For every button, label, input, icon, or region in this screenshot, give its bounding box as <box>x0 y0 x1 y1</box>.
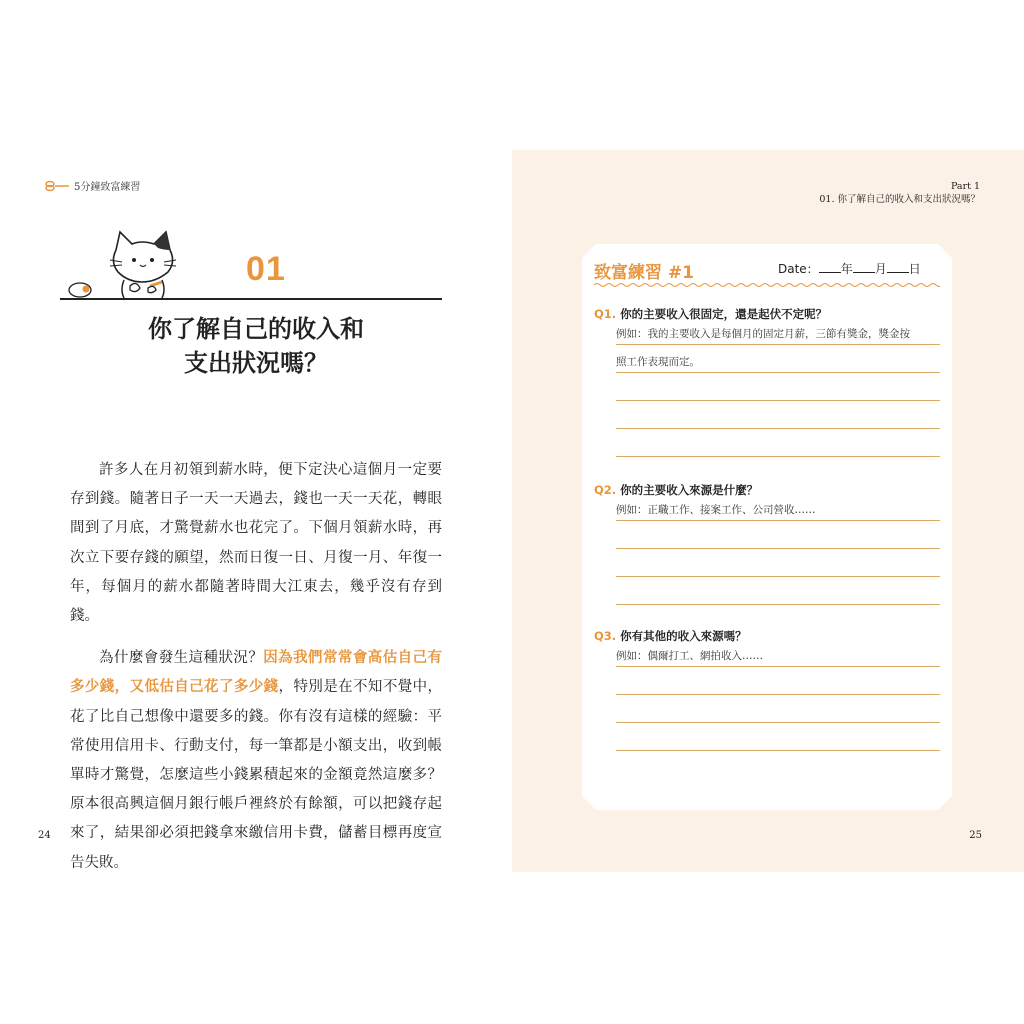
worksheet-title: 致富練習 #1 <box>594 263 694 283</box>
answer-line[interactable] <box>616 428 940 429</box>
section-label: 01. 你了解自己的收入和支出狀況嗎？ <box>819 194 980 205</box>
answer-line[interactable] <box>616 604 940 605</box>
year-blank[interactable] <box>819 262 841 273</box>
answer-line[interactable] <box>616 344 940 345</box>
question-3-number: Q3. <box>594 629 617 643</box>
card-corner <box>938 244 952 258</box>
question-3-text: 你有其他的收入來源嗎？ <box>620 629 747 643</box>
year-label: 年 <box>840 262 853 276</box>
question-2-number: Q2. <box>594 483 617 497</box>
title-divider <box>60 298 442 300</box>
month-blank[interactable] <box>853 262 875 273</box>
question-2-example: 例如：正職工作、接案工作、公司營收…… <box>616 504 816 516</box>
date-field[interactable] <box>778 260 921 277</box>
wavy-divider <box>594 282 940 288</box>
worksheet-card <box>582 244 952 810</box>
left-page <box>0 150 512 872</box>
part-label: Part 1 <box>950 181 980 192</box>
chapter-title <box>0 312 512 380</box>
money-icon <box>44 180 70 192</box>
page-number-right: 25 <box>969 830 982 841</box>
running-head-right <box>819 180 980 206</box>
answer-line[interactable] <box>616 722 940 723</box>
answer-line[interactable] <box>616 456 940 457</box>
answer-line[interactable] <box>616 548 940 549</box>
answer-line[interactable] <box>616 666 940 667</box>
question-3 <box>594 628 747 644</box>
card-corner <box>582 796 596 810</box>
running-head-left <box>44 178 140 193</box>
question-1-example-line2: 照工作表現而定。 <box>616 356 700 368</box>
paragraph-2-end: ，特別是在不知不覺中，花了比自己想像中還要多的錢。你有沒有這樣的經驗：平常使用信用卡、行動支付，每一筆都是小額支出，收到帳單時才驚覺，怎麼這些小錢累積起來的金額竟然這麼多？原本很高興這個月銀行帳戶裡終於有餘額，可以把錢存起來了，結果卻必須把錢拿來繳信用卡費，儲蓄目標再度宣告失敗。 <box>70 679 443 871</box>
paragraph-2-start: 為什麼會發生這種狀況？ <box>99 650 264 667</box>
question-1-number: Q1. <box>594 307 617 321</box>
date-label: Date： <box>778 262 819 276</box>
paragraph-1: 許多人在月初領到薪水時，便下定決心這個月一定要存到錢。隨著日子一天一天過去，錢也一天一天花，轉眼間到了月底，才驚覺薪水也花完了。下個月領薪水時，再次立下要存錢的願望，然而日復一日、月復一月、年復一年，每個月的薪水都隨著時間大江東去，幾乎沒有存到錢。 <box>70 462 442 625</box>
paragraph-2 <box>70 644 442 878</box>
paragraph-2-highlight: 因為我們常常會高估自己有多少錢，又低估自己花了多少錢 <box>70 650 442 696</box>
chapter-title-line1: 你了解自己的收入和 <box>148 315 364 343</box>
cat-illustration <box>58 230 198 306</box>
answer-line[interactable] <box>616 576 940 577</box>
page-number-left: 24 <box>38 830 51 841</box>
day-blank[interactable] <box>887 262 909 273</box>
body-text <box>70 456 442 878</box>
question-1-example-line1: 例如：我的主要收入是每個月的固定月薪，三節有獎金，獎金按 <box>616 328 910 340</box>
month-label: 月 <box>874 262 887 276</box>
day-label: 日 <box>908 262 921 276</box>
question-1 <box>594 306 827 322</box>
answer-line[interactable] <box>616 694 940 695</box>
question-2-text: 你的主要收入來源是什麼？ <box>620 483 759 497</box>
question-1-text: 你的主要收入很固定，還是起伏不定呢？ <box>620 307 828 321</box>
answer-line[interactable] <box>616 750 940 751</box>
chapter-title-line2: 支出狀況嗎？ <box>184 349 328 377</box>
chapter-number: 01 <box>246 250 286 288</box>
book-title: 5分鐘致富練習 <box>74 182 141 193</box>
answer-line[interactable] <box>616 520 940 521</box>
question-3-example: 例如：偶爾打工、網拍收入…… <box>616 650 763 662</box>
question-2 <box>594 482 758 498</box>
answer-line[interactable] <box>616 372 940 373</box>
answer-line[interactable] <box>616 400 940 401</box>
right-page <box>512 150 1024 872</box>
